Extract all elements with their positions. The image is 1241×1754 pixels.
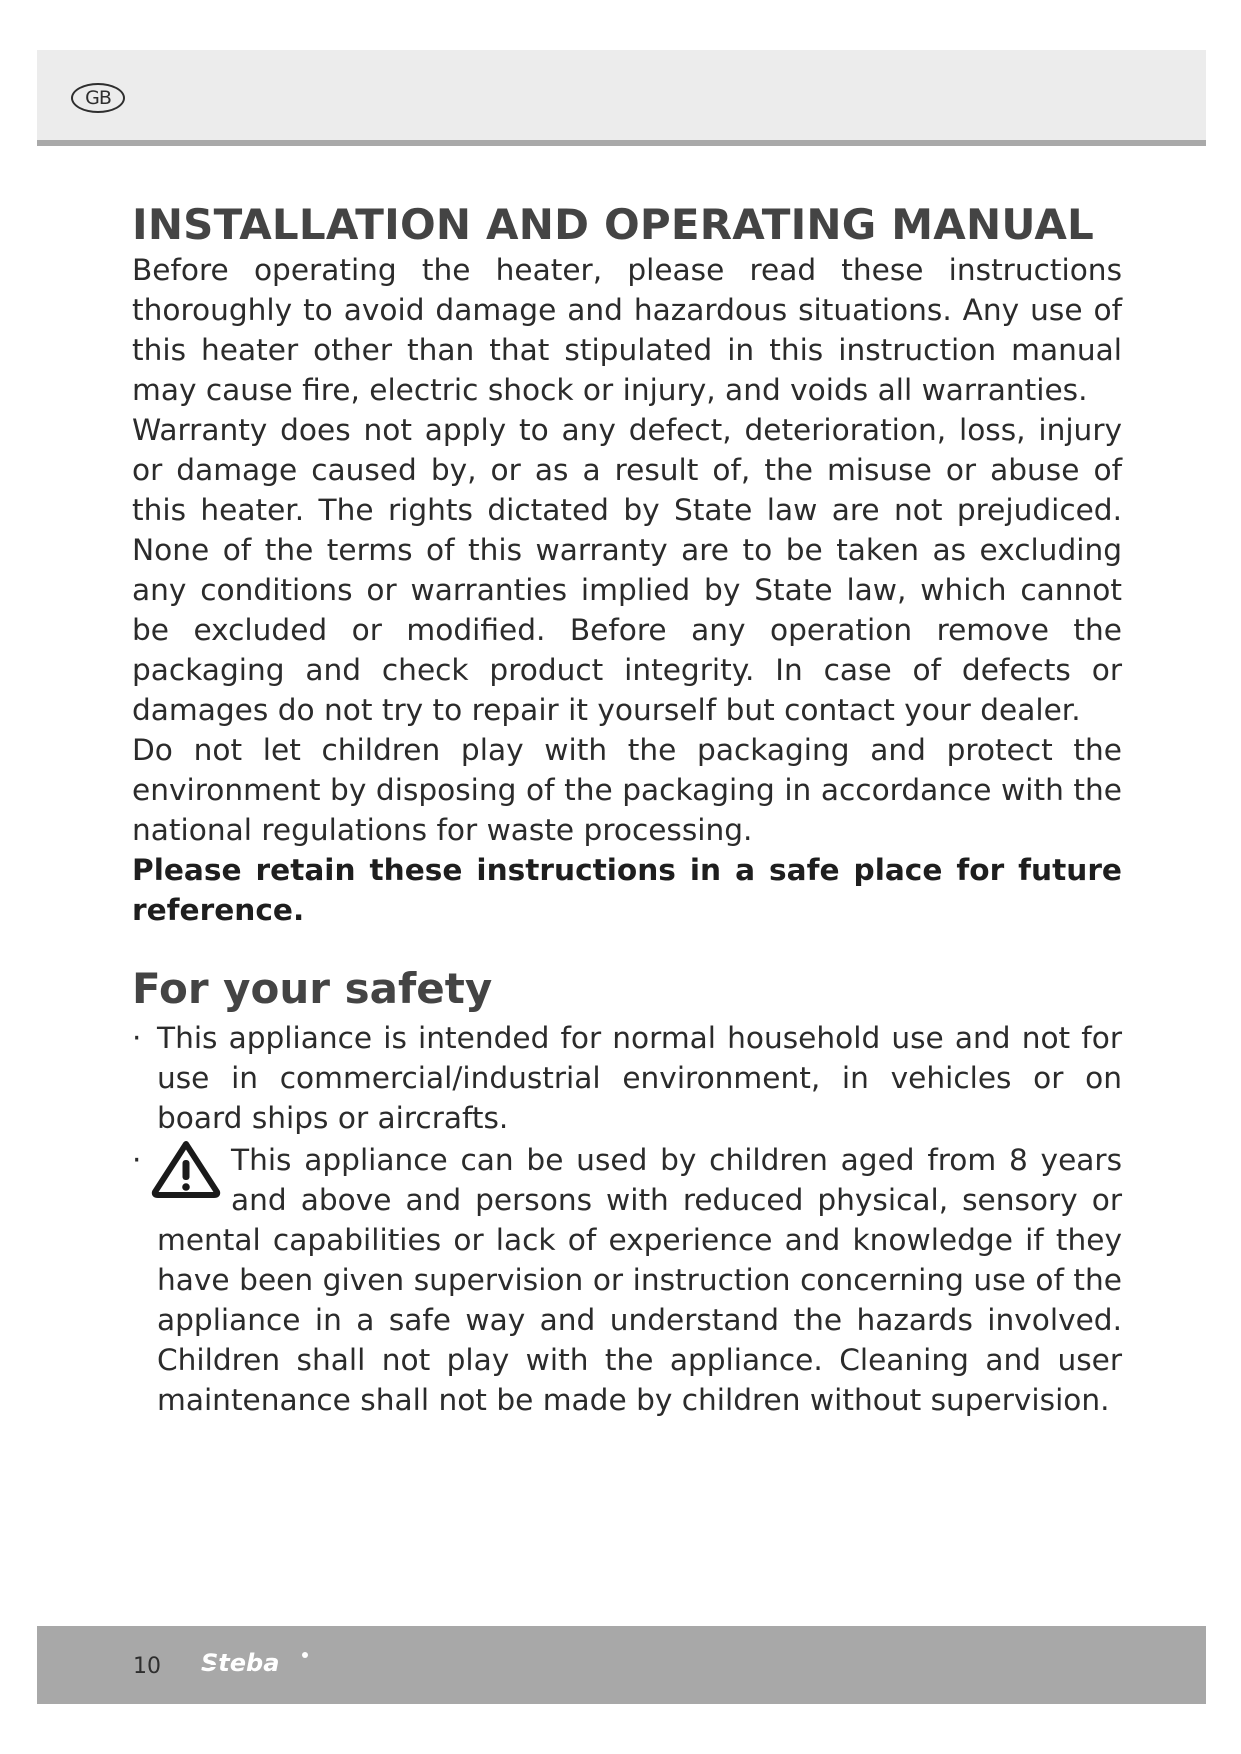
steba-logo bbox=[197, 1646, 327, 1680]
retain-note: Please retain these instructions in a safe place for future reference. bbox=[132, 853, 1122, 927]
manual-title: INSTALLATION AND OPERATING MANUAL bbox=[132, 200, 1094, 249]
page-number: 10 bbox=[133, 1654, 161, 1679]
intro-paragraph-2: Warranty does not apply to any defect, deterioration, loss, injury or damage caused by, or as a result of, the misuse or abuse of this heater. The rights dictated by State law are not prejudiced. None of the terms of this warranty are to be taken as excluding any conditions or warranties implied by State law, which cannot be excluded or modified. Before any operation remove the packaging and check product integrity. In case of defects or damages do not try to repair it yourself but contact your dealer. bbox=[132, 413, 1122, 727]
footer-band bbox=[37, 1626, 1206, 1704]
safety-list bbox=[132, 1018, 1122, 1420]
intro-text bbox=[132, 250, 1122, 850]
language-badge: GB bbox=[71, 83, 125, 113]
bullet-dot: · bbox=[132, 1143, 142, 1177]
header-band bbox=[37, 50, 1206, 146]
safety-item-text: This appliance can be used by children aged from 8 years and above and persons with reduced physical, sensory or mental capabilities or lack of experience and knowledge if they have been given supervision or instruction concerning use of the appliance in a safe way and understand the hazards involved. Children shall not play with the appliance. Cleaning and user maintenance shall not be made by children without supervision. bbox=[157, 1143, 1122, 1417]
safety-item bbox=[132, 1018, 1122, 1138]
intro-paragraph-1: Before operating the heater, please read these instructions thoroughly to avoid damage and hazardous situations. Any use of this heater other than that stipulated in this instruction manual may cause fire, electric shock or injury, and voids all warranties. bbox=[132, 253, 1122, 407]
bullet-dot: · bbox=[132, 1021, 142, 1055]
safety-item-text: This appliance is intended for normal household use and not for use in commercial/industrial environment, in vehicles or on board ships or aircrafts. bbox=[157, 1021, 1122, 1135]
intro-paragraph-3: Do not let children play with the packaging and protect the environment by disposing of the packaging in accordance with the national regulations for waste processing. bbox=[132, 733, 1122, 847]
warning-triangle-icon bbox=[151, 1140, 221, 1198]
safety-title: For your safety bbox=[132, 964, 493, 1013]
page-content bbox=[132, 200, 1122, 1420]
safety-item bbox=[132, 1140, 1122, 1420]
brand-name: Steba bbox=[201, 1649, 280, 1677]
